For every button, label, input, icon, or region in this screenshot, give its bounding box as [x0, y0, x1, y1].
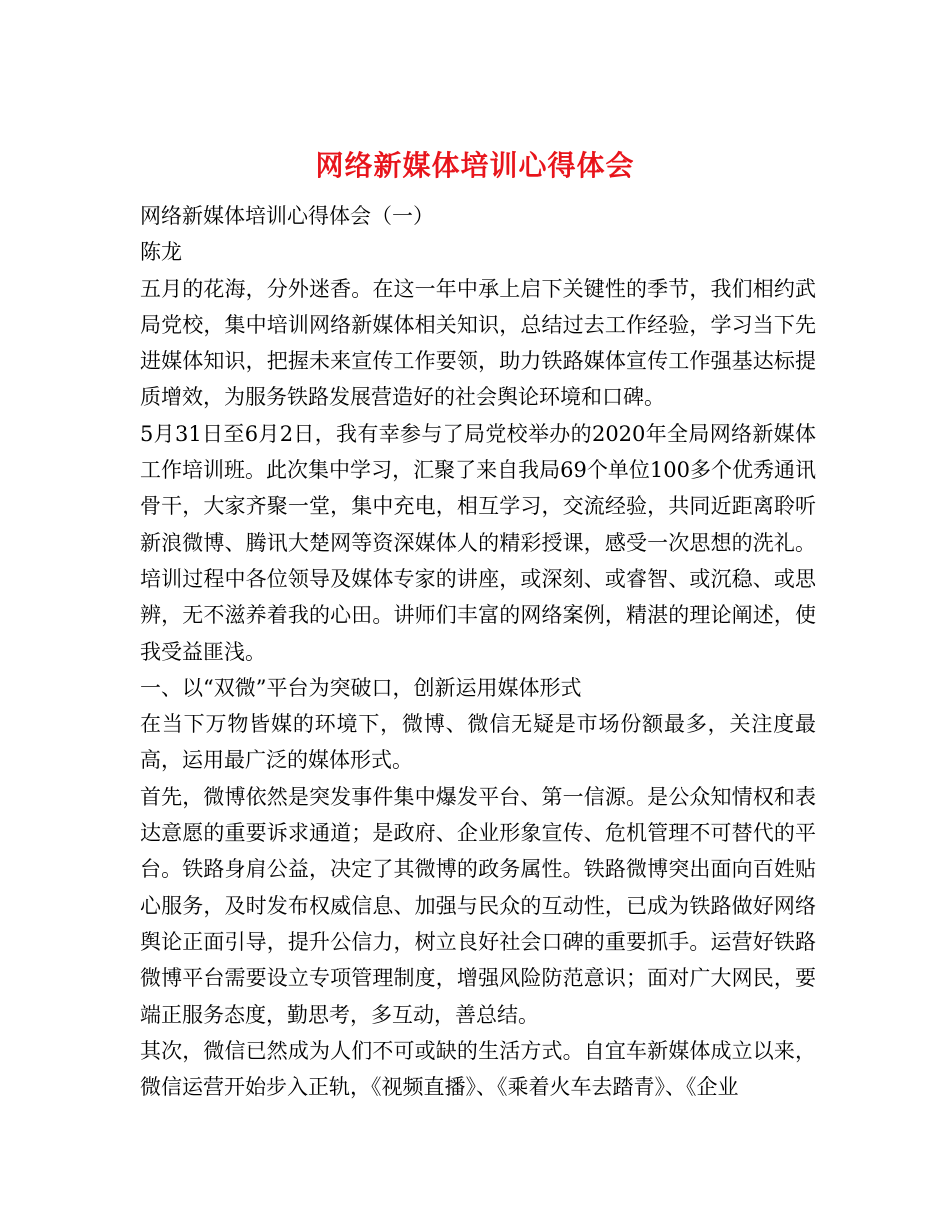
paragraph: 其次，微信已然成为人们不可或缺的生活方式。自宜车新媒体成立以来，微信运营开始步入正轨，《视频直播》、《乘着火车去踏青》、《企业 — [140, 1038, 816, 1100]
paragraph: 5月31日至6月2日，我有幸参与了局党校举办的2020年全局网络新媒体工作培训班。此次集中学习，汇聚了来自我局69个单位100多个优秀通讯骨干，大家齐聚一堂，集中充电，相互学习，交流经验，共同近距离聆听新浪微博、腾讯大楚网等资深媒体人的精彩授课，感受一次思想的洗礼。培训过程中各位领导及媒体专家的讲座，或深刻、或睿智、或沉稳、或思辨，无不滋养着我的心田。讲师们丰富的网络案例，精湛的理论阐述，使我受益匪浅。 — [140, 421, 816, 664]
document-body — [140, 198, 816, 1105]
paragraph: 在当下万物皆媒的环境下，微博、微信无疑是市场份额最多，关注度最高，运用最广泛的媒体形式。 — [140, 712, 816, 773]
paragraph: 五月的花海，分外迷香。在这一年中承上启下关键性的季节，我们相约武局党校，集中培训网络新媒体相关知识，总结过去工作经验，学习当下先进媒体知识，把握未来宣传工作要领，助力铁路媒体宣传工作强基达标提质增效，为服务铁路发展营造好的社会舆论环境和口碑。 — [140, 276, 816, 410]
author: 陈龙 — [140, 240, 182, 265]
section-heading: 一、以“双微”平台为突破口，创新运用媒体形式 — [140, 675, 582, 700]
page-title: 网络新媒体培训心得体会 — [315, 148, 635, 182]
paragraph: 首先，微博依然是突发事件集中爆发平台、第一信源。是公众知情权和表达意愿的重要诉求通道；是政府、企业形象宣传、危机管理不可替代的平台。铁路身肩公益，决定了其微博的政务属性。铁路微博突出面向百姓贴心服务，及时发布权威信息、加强与民众的互动性，已成为铁路做好网络舆论正面引导，提升公信力，树立良好社会口碑的重要抓手。运营好铁路微博平台需要设立专项管理制度，增强风险防范意识；面对广大网民，要端正服务态度，勤思考，多互动，善总结。 — [140, 784, 816, 1027]
subtitle: 网络新媒体培训心得体会（一） — [140, 204, 434, 228]
